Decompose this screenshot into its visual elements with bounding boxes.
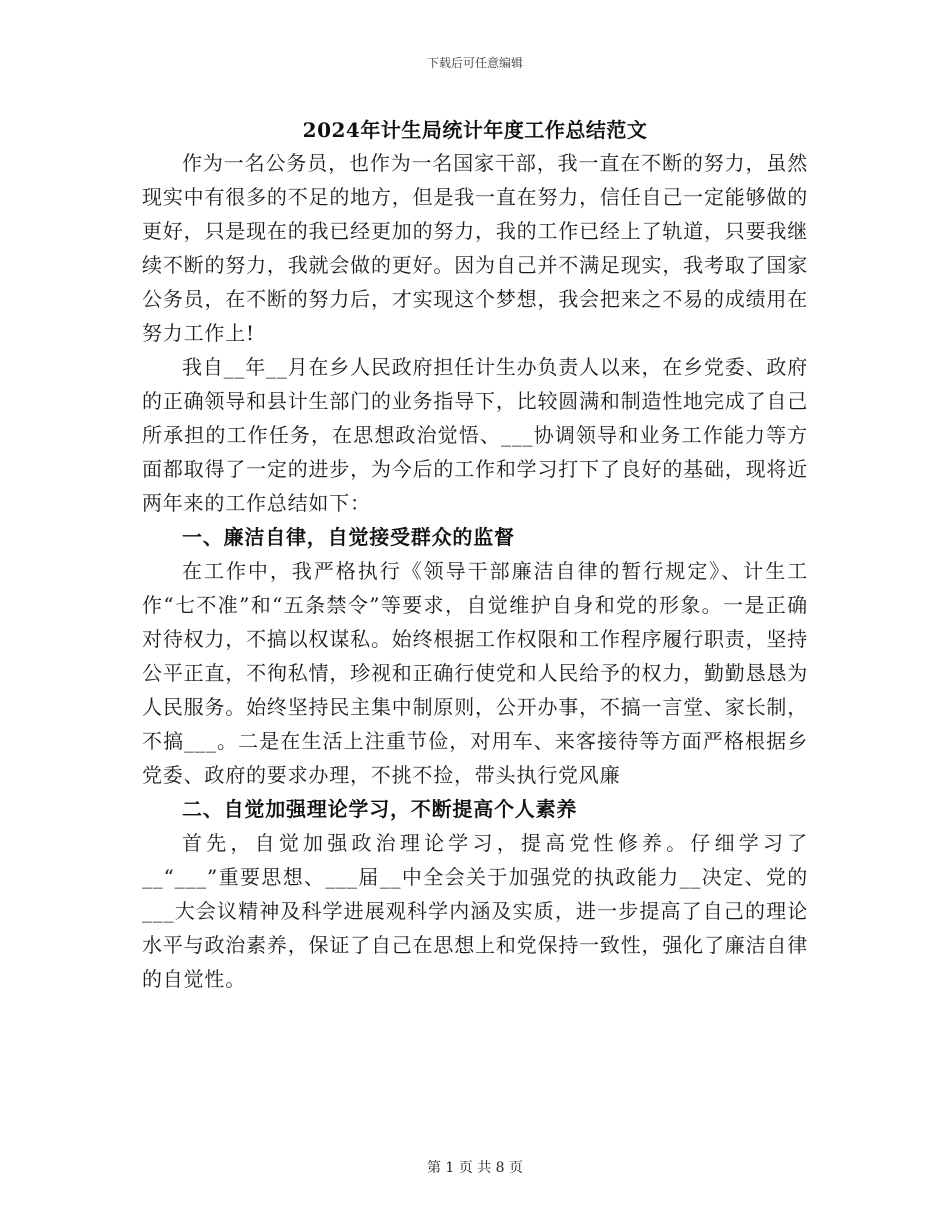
document-title: 2024年计生局统计年度工作总结范文 bbox=[302, 118, 648, 142]
section-heading-2: 二、自觉加强理论学习，不断提高个人素养 bbox=[182, 797, 578, 821]
paragraph-background: 我自__年__月在乡人民政府担任计生办负责人以来，在乡党委、政府的正确领导和县计生部门的业务指导下，比较圆满和制造性地完成了自己所承担的工作任务，在思想政治觉悟、___协调领导和业务工作能力等方面都取得了一定的进步，为今后的工作和学习打下了良好的基础，现将近两年来的工作总结如下： bbox=[142, 355, 808, 515]
paragraph-section-2: 首先，自觉加强政治理论学习，提高党性修养。仔细学习了__“___”重要思想、___届__中全会关于加强党的执政能力__决定、党的___大会议精神及科学进展观科学内涵及实质，进一步提高了自己的理论水平与政治素养，保证了自己在思想上和党保持一致性，强化了廉洁自律的自觉性。 bbox=[142, 831, 808, 991]
section-heading-1: 一、廉洁自律，自觉接受群众的监督 bbox=[182, 525, 515, 549]
document-body bbox=[142, 146, 808, 996]
header-note: 下载后可任意编辑 bbox=[426, 56, 523, 70]
paragraph-intro: 作为一名公务员，也作为一名国家干部，我一直在不断的努力，虽然现实中有很多的不足的地方，但是我一直在努力，信任自己一定能够做的更好，只是现在的我已经更加的努力，我的工作已经上了轨道，只要我继续不断的努力，我就会做的更好。因为自己并不满足现实，我考取了国家公务员，在不断的努力后，才实现这个梦想，我会把来之不易的成绩用在努力工作上! bbox=[142, 151, 808, 345]
paragraph-section-1: 在工作中，我严格执行《领导干部廉洁自律的暂行规定》、计生工作“七不准”和“五条禁令”等要求，自觉维护自身和党的形象。一是正确对待权力，不搞以权谋私。始终根据工作权限和工作程序履行职责，坚持公平正直，不徇私情，珍视和正确行使党和人民给予的权力，勤勤恳恳为人民服务。始终坚持民主集中制原则，公开办事，不搞一言堂、家长制，不搞___。二是在生活上注重节俭，对用车、来客接待等方面严格根据乡党委、政府的要求办理，不挑不捡，带头执行党风廉 bbox=[142, 559, 808, 787]
page-footer: 第 1 页 共 8 页 bbox=[426, 1160, 524, 1176]
